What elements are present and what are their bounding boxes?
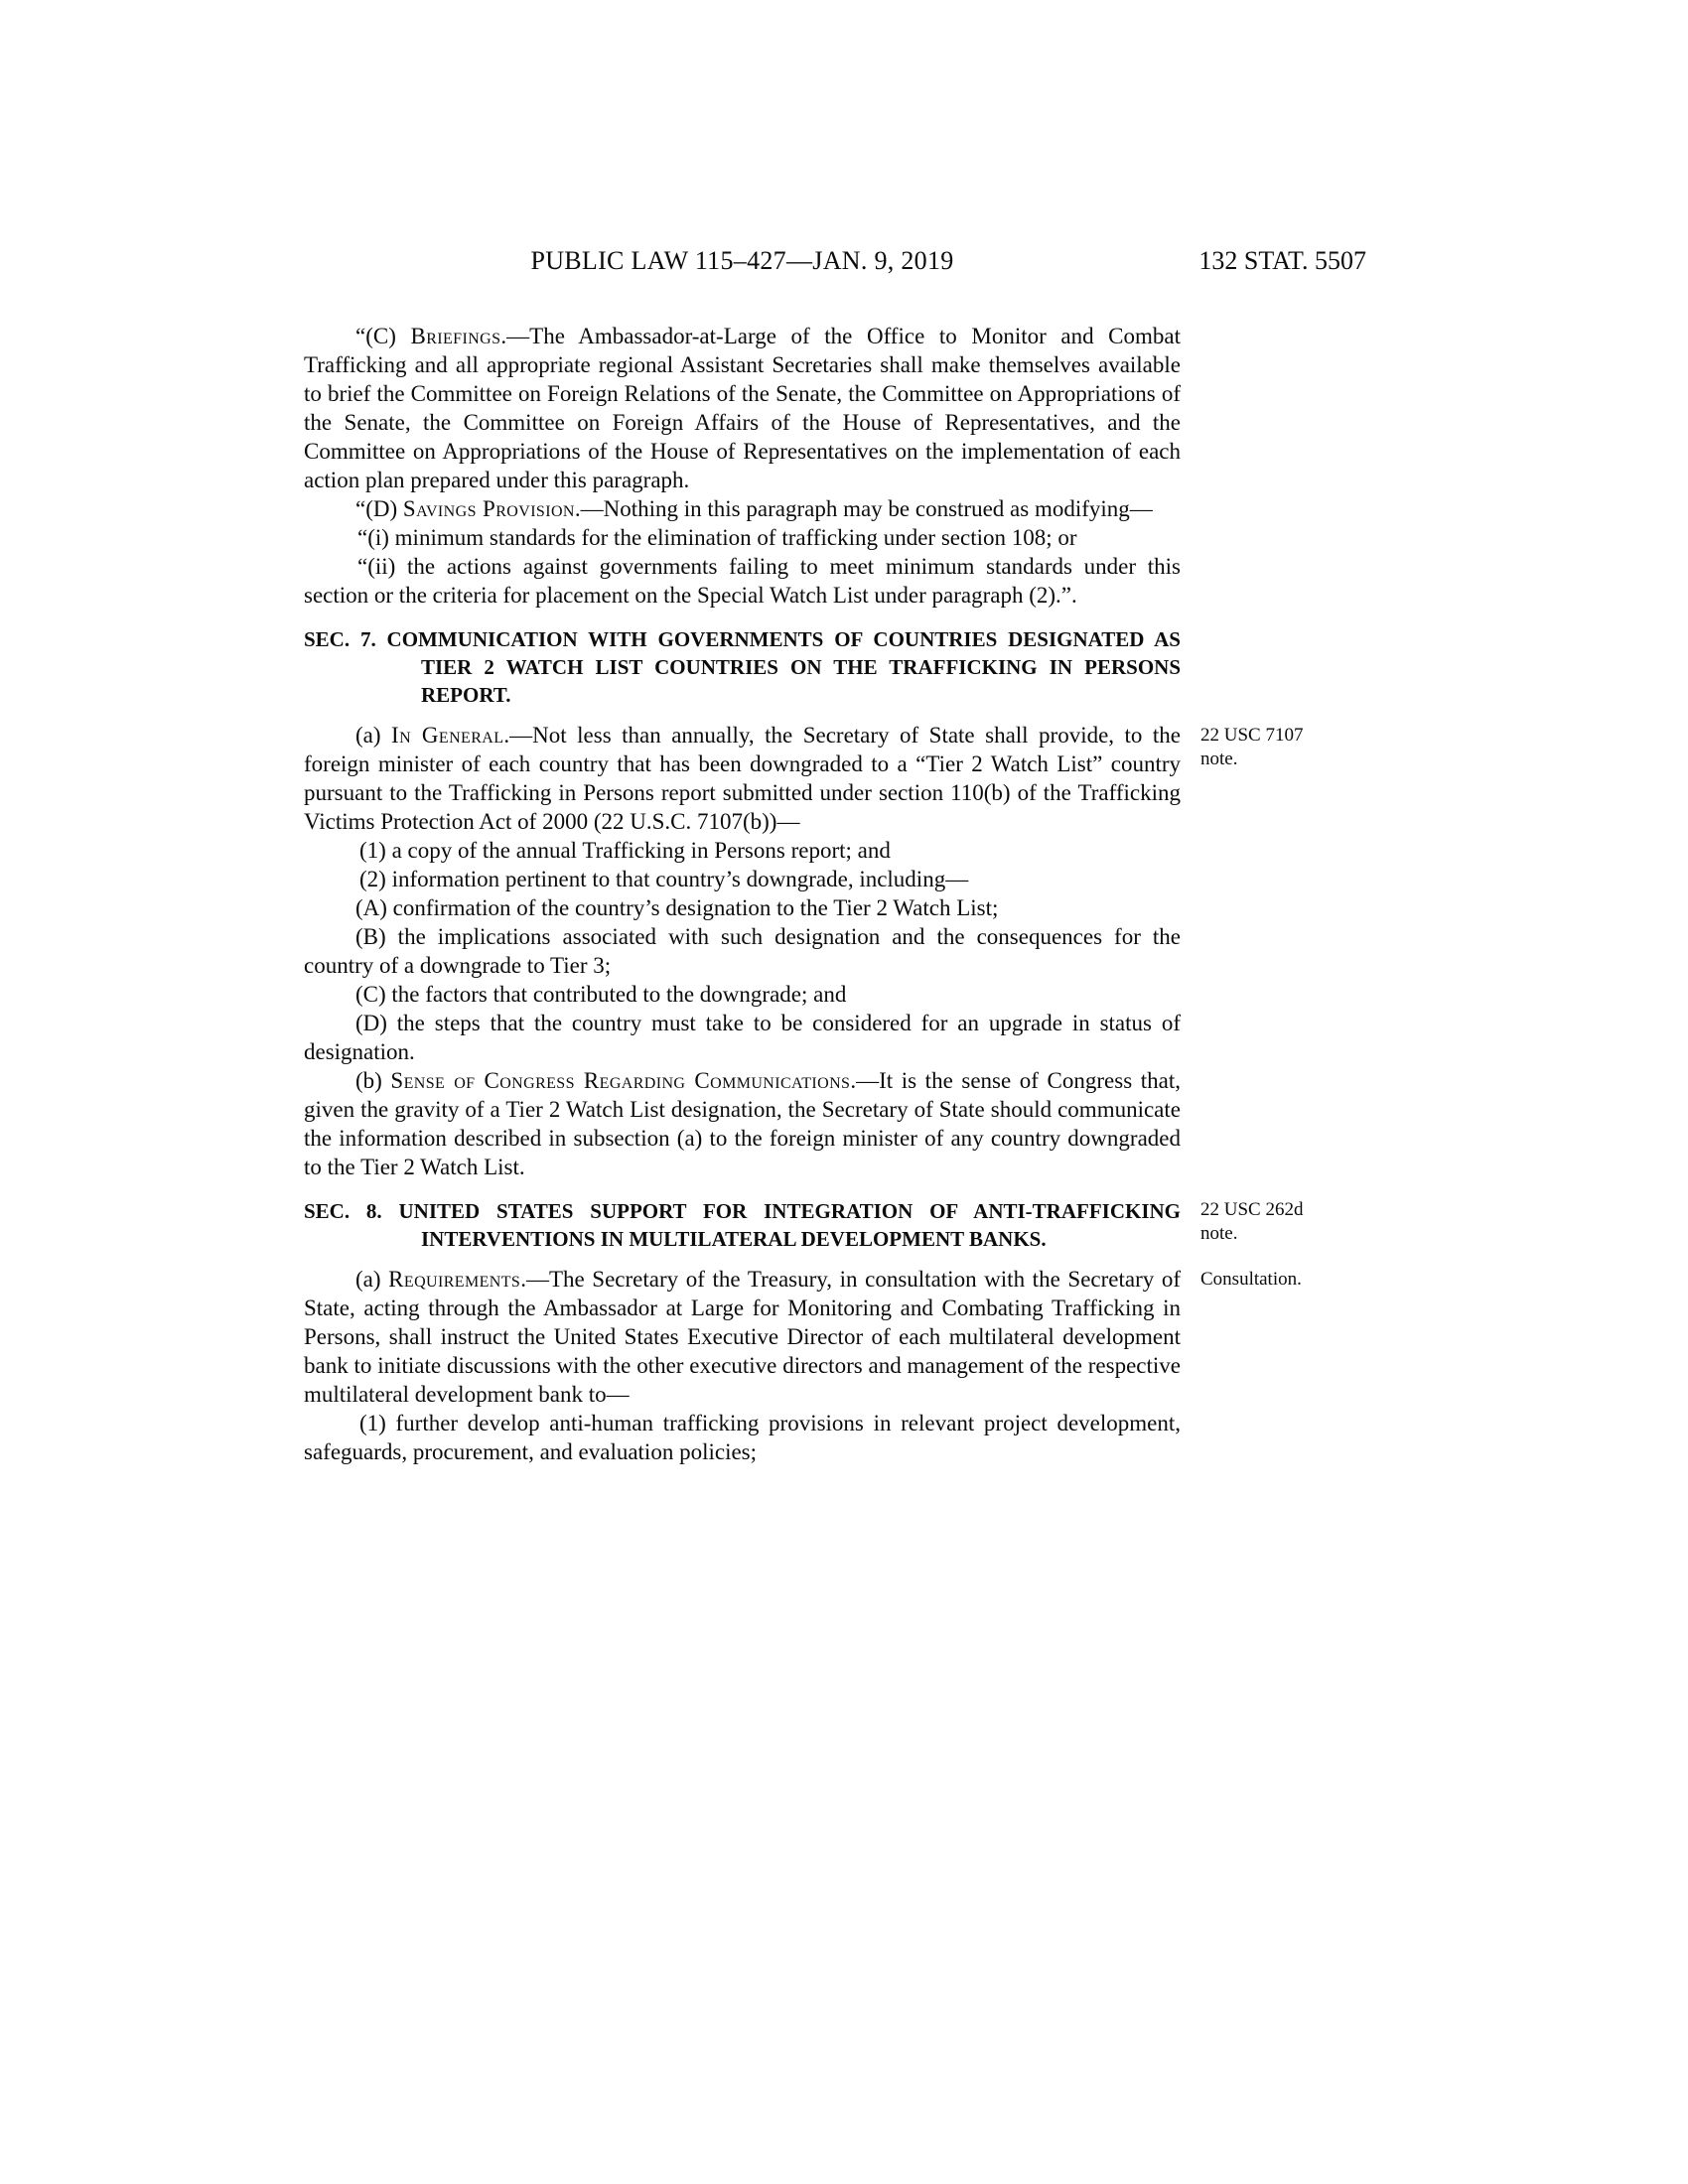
defined-term: Sense of Congress Regarding Communications <box>390 1068 851 1093</box>
sec7-subsection-b <box>304 1066 1181 1181</box>
page-header <box>304 246 1366 282</box>
defined-term: Requirements <box>388 1267 521 1292</box>
paragraph-text: .—Not less than annually, the Secretary of State shall provide, to the foreign minister of each country that has been downgraded to a “Tier 2 Watch List” country pursuant to the Trafficking in Persons report submitted under section 110(b) of the Trafficking Victims Protection Act of 2000 (22 U.S.C. 7107(b))— <box>304 723 1181 834</box>
stat-number: 132 STAT. 5507 <box>1198 246 1366 275</box>
margin-note-consultation: Consultation. <box>1200 1269 1302 1290</box>
paragraph-text: .—It is the sense of Congress that, given the gravity of a Tier 2 Watch List designation, the Secretary of State should communicate the information described in subsection (a) to the foreign minister of any country downgraded to the Tier 2 Watch List. <box>304 1068 1181 1179</box>
sec7-subparagraph-D <box>304 1009 1181 1066</box>
sec7-subsection-a <box>304 721 1304 836</box>
paragraph-text: (B) the implications associated with such designation and the consequences for the country of a downgrade to Tier 3; <box>304 924 1181 978</box>
paragraph-text: .—Nothing in this paragraph may be construed as modifying— <box>574 496 1153 521</box>
enum-prefix: “(D) <box>355 496 403 521</box>
section-8-heading <box>304 1197 1304 1253</box>
defined-term: In General <box>391 723 504 748</box>
paragraph-text: (1) further develop anti-human trafficking provisions in relevant project development, safeguards, procurement, and evaluation policies; <box>304 1411 1181 1464</box>
paragraph-text: (A) confirmation of the country’s designation to the Tier 2 Watch List; <box>355 895 999 920</box>
section-7-heading <box>304 625 1181 709</box>
defined-term: Savings Provision <box>402 496 575 521</box>
paragraph-text: (C) the factors that contributed to the downgrade; and <box>355 982 847 1007</box>
paragraph-text: .—The Secretary of the Treasury, in consultation with the Secretary of State, acting through the Ambassador at Large for Monitoring and Combating Trafficking in Persons, shall instruct the United States Executive Director of each multilateral development bank to initiate discussions with the other executive directors and management of the respective multilateral development bank to— <box>304 1267 1182 1407</box>
subparagraph-D-savings-provision <box>304 494 1181 523</box>
margin-note-22-usc-262d: 22 USC 262d note. <box>1200 1199 1304 1244</box>
heading-text: SEC. 8. UNITED STATES SUPPORT FOR INTEGRATION OF ANTI-TRAFFICKING INTERVENTIONS IN MULTILATERAL DEVELOPMENT BANKS. <box>304 1199 1181 1251</box>
sec8-paragraph-1 <box>304 1409 1181 1466</box>
enum-prefix: (b) <box>355 1068 391 1093</box>
subparagraph-C-briefings <box>304 322 1181 494</box>
sec7-paragraph-1 <box>304 836 1181 865</box>
defined-term: Briefings <box>410 324 501 348</box>
heading-text: SEC. 7. COMMUNICATION WITH GOVERNMENTS OF COUNTRIES DESIGNATED AS TIER 2 WATCH LIST COUNTRIES ON THE TRAFFICKING IN PERSONS REPORT. <box>304 627 1181 707</box>
statute-page <box>304 246 1396 1466</box>
enum-prefix: “(C) <box>355 324 411 348</box>
paragraph-text: “(i) minimum standards for the elimination of trafficking under section 108; or <box>357 525 1077 550</box>
sec7-subparagraph-A <box>304 893 1181 922</box>
paragraph-text: .—The Ambassador-at-Large of the Office to Monitor and Combat Trafficking and all appropriate regional Assistant Secretaries shall make themselves available to brief the Committee on Foreign Relations of the Senate, the Committee on Appropriations of the Senate, the Committee on Foreign Affairs of the House of Representatives, and the Committee on Appropriations of the House of Representatives on the implementation of each action plan prepared under this paragraph. <box>304 324 1181 492</box>
margin-note-22-usc-7107: 22 USC 7107 note. <box>1200 725 1304 769</box>
clause-ii <box>304 552 1181 610</box>
enum-prefix: (a) <box>355 1267 389 1292</box>
sec7-paragraph-2 <box>304 865 1181 893</box>
paragraph-text: (D) the steps that the country must take to be considered for an upgrade in status of designation. <box>304 1011 1181 1064</box>
sec7-subparagraph-C <box>304 980 1181 1009</box>
law-title: PUBLIC LAW 115–427—JAN. 9, 2019 <box>530 246 954 275</box>
document-body <box>304 322 1304 1466</box>
enum-prefix: (a) <box>355 723 392 748</box>
clause-i <box>304 523 1181 552</box>
paragraph-text: (2) information pertinent to that country’s downgrade, including— <box>359 867 969 891</box>
paragraph-text: (1) a copy of the annual Trafficking in Persons report; and <box>359 838 891 863</box>
sec7-subparagraph-B <box>304 922 1181 980</box>
paragraph-text: “(ii) the actions against governments failing to meet minimum standards under this section or the criteria for placement on the Special Watch List under paragraph (2).”. <box>304 554 1181 608</box>
sec8-subsection-a <box>304 1265 1302 1409</box>
